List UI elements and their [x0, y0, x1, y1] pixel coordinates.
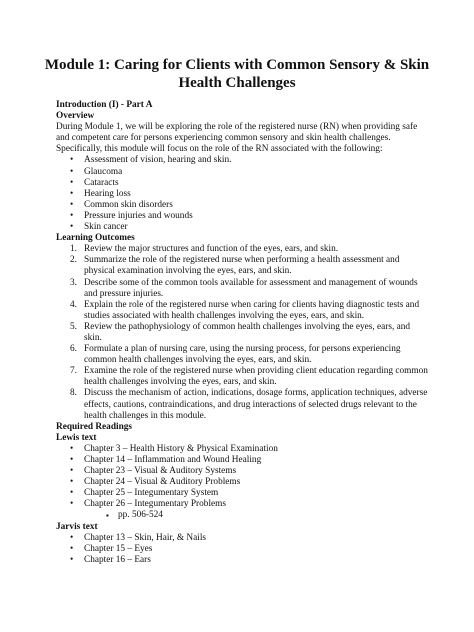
list-item: • Common skin disorders [56, 200, 428, 211]
item-number: 7. [70, 366, 77, 377]
list-item: • Skin cancer [56, 222, 428, 233]
item-text: Review the major structures and function of the eyes, ears, and skin. [84, 244, 339, 255]
readings-heading: Required Readings [56, 421, 133, 432]
list-item [56, 278, 428, 300]
list-item [56, 344, 428, 366]
lewis-heading: Lewis text [56, 432, 97, 443]
item-text: Examine the role of the registered nurse when providing client education regarding common health challenges involving the eyes, ears, and skin. [84, 366, 428, 388]
item-text: Describe some of the common tools available for assessment and management of wounds and pressure injuries. [84, 277, 418, 299]
overview-text: During Module 1, we will be exploring the role of the registered nurse (RN) when providing safe and competent care for persons experiencing common sensory and skin health challenges. Specifically, this module will focus on the role of the RN associated with the following: [56, 122, 418, 155]
list-item [56, 366, 428, 388]
list-item [56, 300, 428, 322]
item-text: Review the pathophysiology of common health challenges involving the eyes, ears, and skin. [84, 321, 411, 343]
list-item: • Chapter 13 – Skin, Hair, & Nails [56, 533, 428, 544]
lewis-page-range-list [56, 510, 428, 521]
overview-heading: Overview [56, 111, 95, 122]
item-number: 3. [70, 277, 77, 288]
list-item: • Chapter 3 – Health History & Physical Examination [56, 444, 428, 455]
list-item: • Chapter 23 – Visual & Auditory Systems [56, 466, 428, 477]
list-item: • Chapter 26 – Integumentary Problems [56, 499, 428, 510]
list-item: ▪ pp. 506-524 [56, 510, 428, 521]
title-line-2: Health Challenges [178, 75, 296, 91]
item-text: Explain the role of the registered nurse when caring for clients having diagnostic tests and studies associated with health challenges involving the eyes, ears, and skin. [84, 299, 420, 321]
item-number: 8. [70, 388, 77, 399]
page-title [40, 56, 434, 92]
document-body [56, 100, 428, 566]
item-text: Discuss the mechanism of action, indications, dosage forms, application techniques, adverse effects, cautions, contraindications, and drug interactions of selected drugs relevant to the health challenges in this module. [84, 388, 428, 421]
item-number: 4. [70, 299, 77, 310]
list-item [56, 388, 428, 421]
jarvis-heading: Jarvis text [56, 521, 98, 532]
list-item: • Hearing loss [56, 189, 428, 200]
item-number: 6. [70, 344, 77, 355]
item-number: 5. [70, 321, 77, 332]
outcomes-list [56, 244, 428, 422]
item-text: Formulate a plan of nursing care, using the nursing process, for persons experiencing common health challenges involving the eyes, ears, and skin. [84, 344, 401, 366]
list-item: • Pressure injuries and wounds [56, 211, 428, 222]
list-item [56, 255, 428, 277]
intro-heading: Introduction (I) - Part A [56, 100, 153, 110]
list-item: • Chapter 16 – Ears [56, 555, 428, 566]
title-line-1: Module 1: Caring for Clients with Common Sensory & Skin [44, 57, 430, 73]
outcomes-heading: Learning Outcomes [56, 233, 135, 244]
lewis-chapter-list [56, 444, 428, 511]
list-item [56, 322, 428, 344]
list-item: • Chapter 14 – Inflammation and Wound Healing [56, 455, 428, 466]
item-number: 1. [70, 244, 77, 255]
list-item: • Chapter 24 – Visual & Auditory Problems [56, 477, 428, 488]
list-item: • Chapter 25 – Integumentary System [56, 488, 428, 499]
topic-list [56, 155, 428, 233]
jarvis-chapter-list [56, 533, 428, 566]
list-item: • Assessment of vision, hearing and skin. [56, 155, 428, 166]
item-number: 2. [70, 255, 77, 266]
item-text: Summarize the role of the registered nurse when performing a health assessment and physical examination involving the eyes, ears, and skin. [84, 255, 400, 277]
list-item: • Cataracts [56, 178, 428, 189]
list-item: • Chapter 15 – Eyes [56, 544, 428, 555]
list-item [56, 244, 428, 255]
list-item: • Glaucoma [56, 167, 428, 178]
